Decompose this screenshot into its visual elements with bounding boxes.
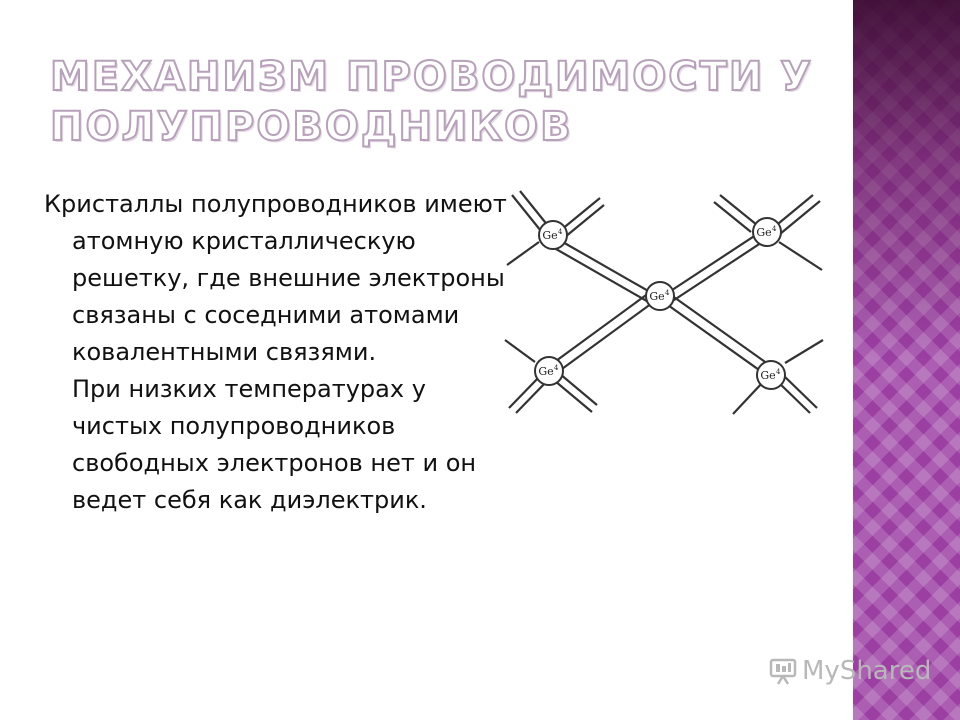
atom-charge: 4 <box>554 364 559 372</box>
watermark <box>768 656 931 686</box>
paragraph-2: При низких температурах у чистых полупроводников свободных электронов нет и он ведет себя как диэлектрик. <box>72 375 477 514</box>
atom-charge: 4 <box>776 368 781 376</box>
presentation-icon <box>768 656 798 686</box>
slide-title: МЕХАНИЗМ ПРОВОДИМОСТИ У ПОЛУПРОВОДНИКОВ <box>50 54 814 150</box>
paragraph-1: Кристаллы полупроводников имеют атомную кристаллическую решетку, где внешние электроны связаны с соседними атомами ковалентными связями. <box>44 190 507 366</box>
atom-label: Ge <box>756 226 772 239</box>
atom-label: Ge <box>542 229 558 242</box>
atom-label: Ge <box>649 290 665 303</box>
decorative-side-bar <box>853 0 960 720</box>
crystal-lattice-diagram <box>497 170 847 420</box>
atom-charge: 4 <box>772 225 777 233</box>
atom-charge: 4 <box>558 228 563 236</box>
atom-label: Ge <box>538 365 554 378</box>
watermark-text: MyShared <box>802 656 932 686</box>
slide-body <box>44 186 514 519</box>
atom-charge: 4 <box>665 289 670 297</box>
atom-label: Ge <box>760 369 776 382</box>
